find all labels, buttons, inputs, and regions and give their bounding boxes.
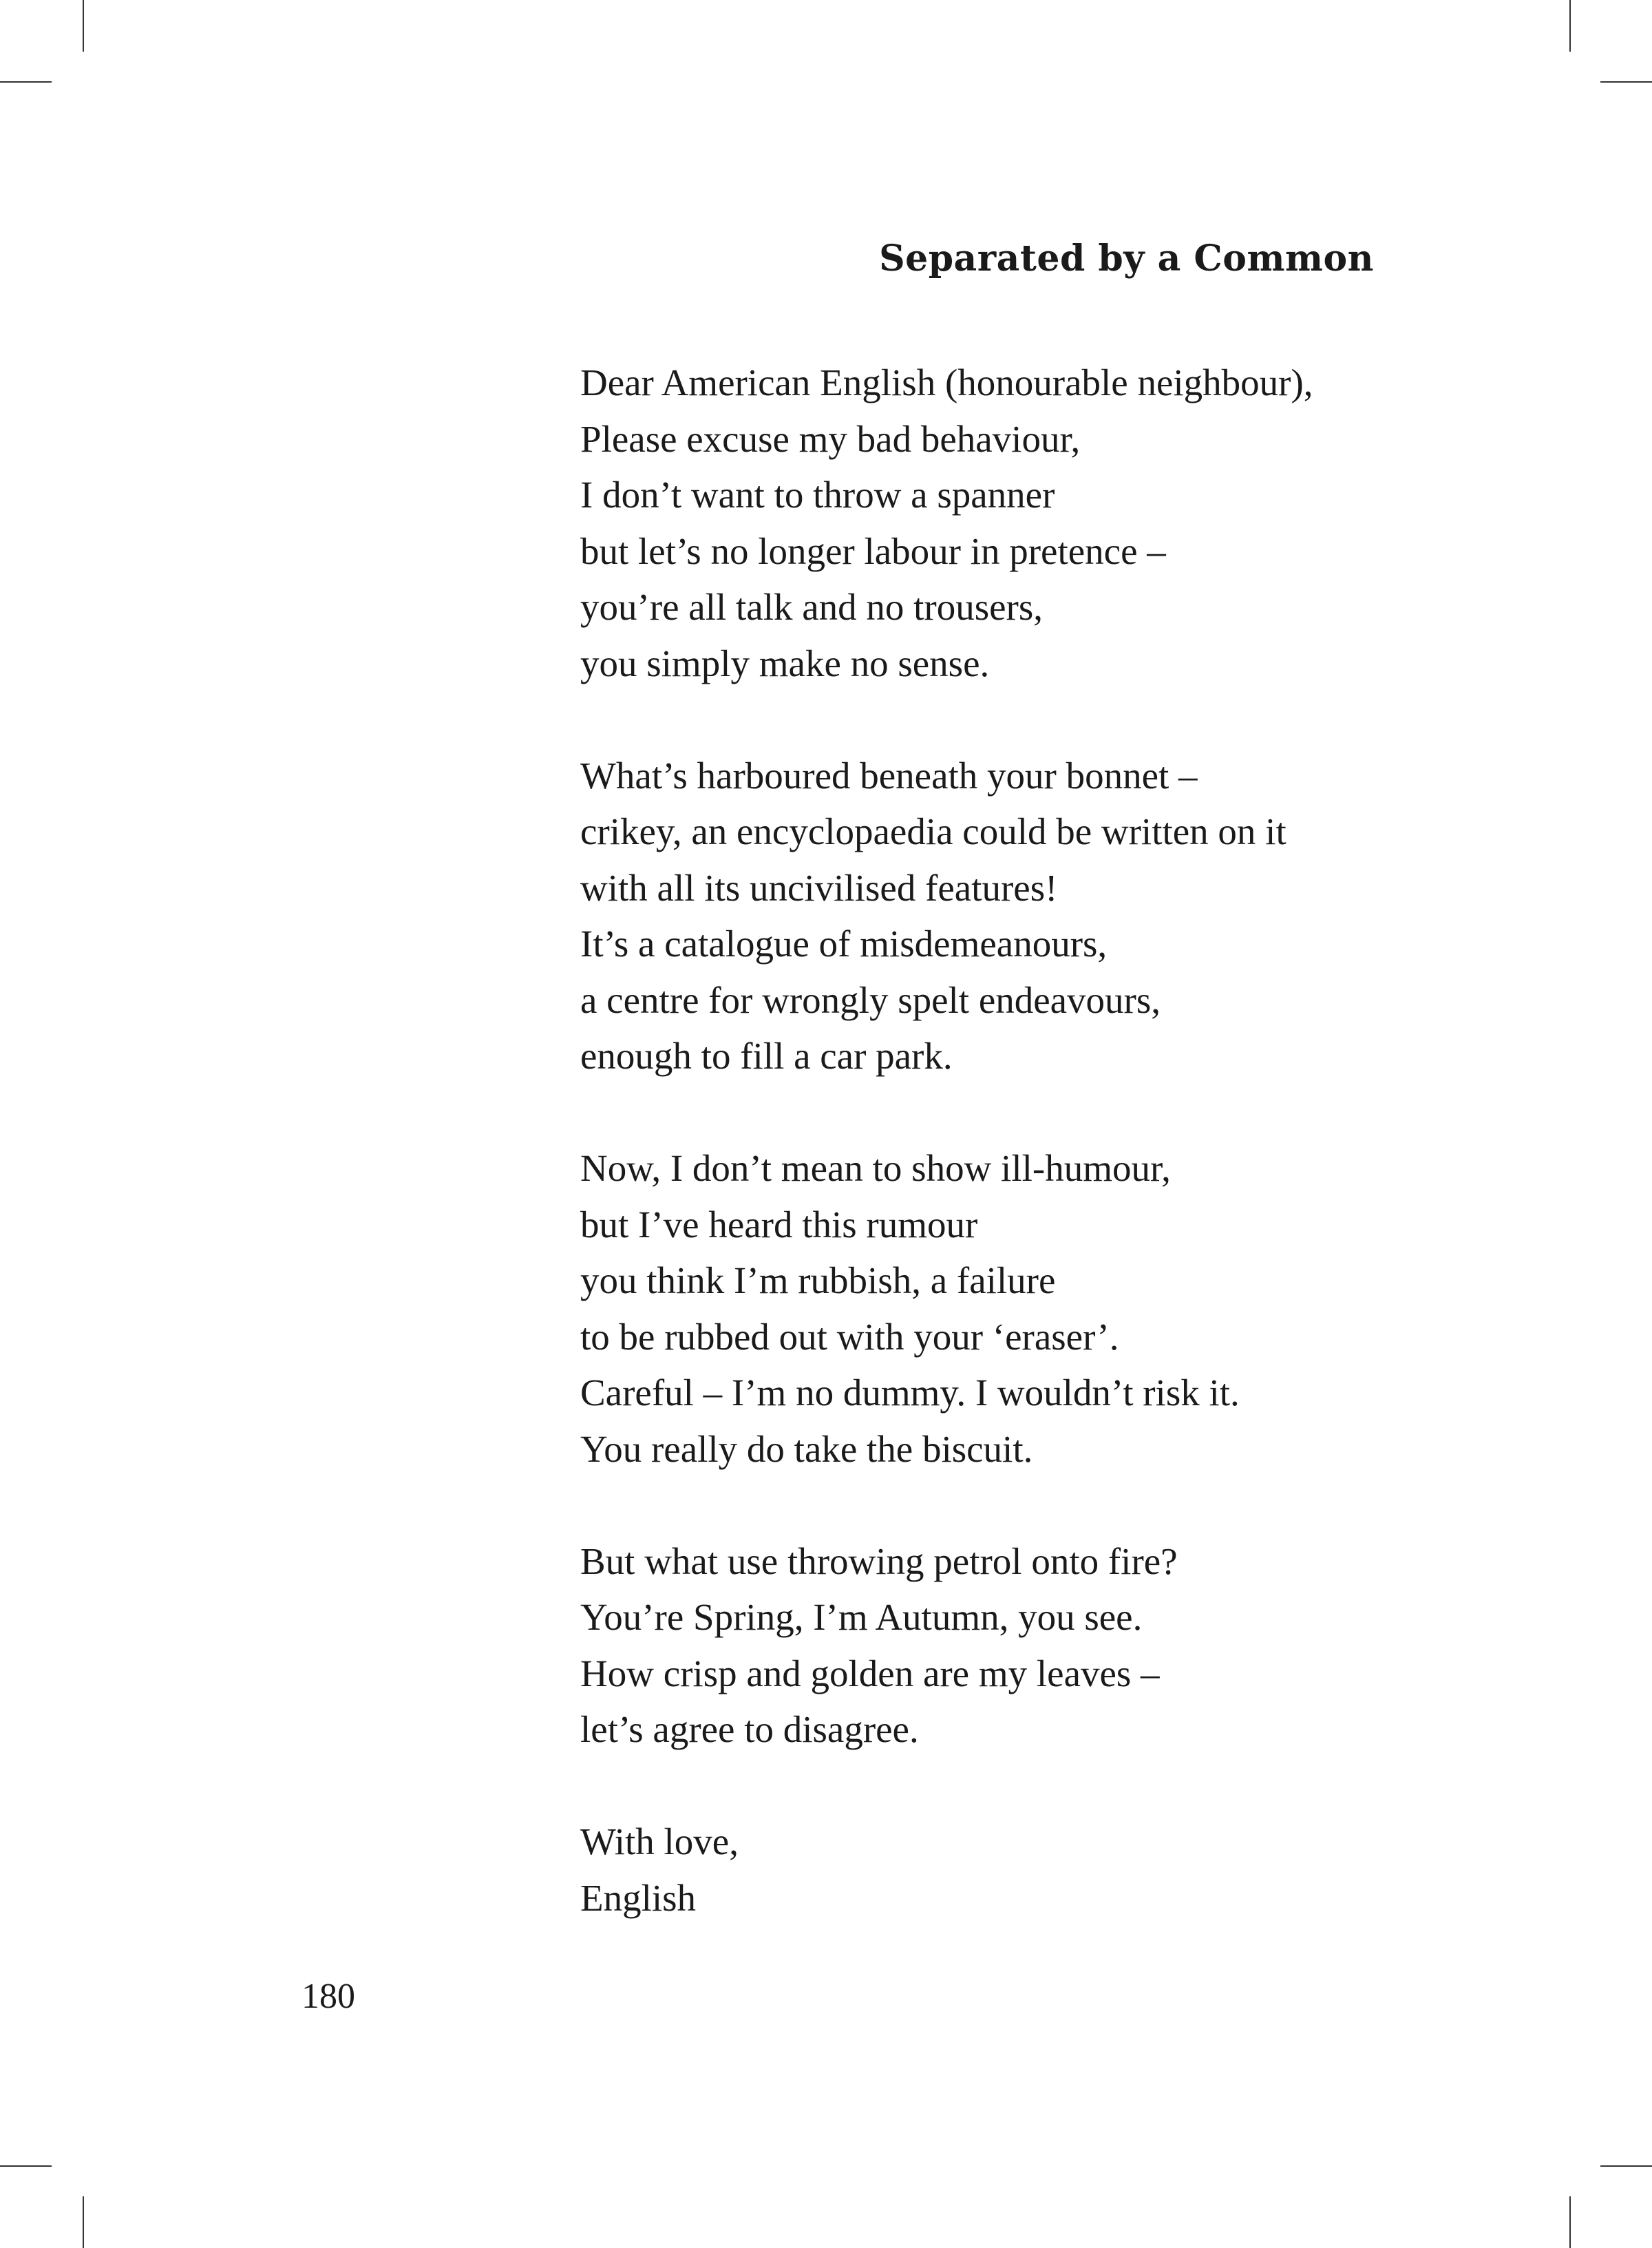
- poem-line: you simply make no sense.: [580, 642, 990, 684]
- poem-line: you’re all talk and no trousers,: [580, 586, 1044, 628]
- signoff: [580, 1814, 1313, 1926]
- crop-mark-top-left-horizontal: [0, 81, 52, 83]
- poem-line: with all its uncivilised features!: [580, 866, 1058, 909]
- poem-line: What’s harboured beneath your bonnet –: [580, 754, 1198, 797]
- poem-line: But what use throwing petrol onto fire?: [580, 1540, 1178, 1582]
- poem-line: crikey, an encyclopaedia could be written on it: [580, 810, 1286, 852]
- poem-line: You really do take the biscuit.: [580, 1427, 1033, 1470]
- crop-mark-bottom-left-vertical: [83, 2196, 84, 2248]
- poem-line: but let’s no longer labour in pretence –: [580, 529, 1166, 572]
- page-number: 180: [301, 1977, 355, 2016]
- stanza-4: [580, 1533, 1313, 1758]
- poem-line: Dear American English (honourable neighbour),: [580, 361, 1313, 403]
- stanza-1: [580, 355, 1313, 691]
- crop-mark-bottom-left-horizontal: [0, 2165, 52, 2167]
- poem-line: but I’ve heard this rumour: [580, 1203, 978, 1246]
- poem-line: Careful – I’m no dummy. I wouldn’t risk it.: [580, 1372, 1240, 1414]
- poem-line: I don’t want to throw a spanner: [580, 474, 1055, 516]
- stanza-3: [580, 1140, 1313, 1477]
- crop-mark-bottom-right-horizontal: [1600, 2165, 1652, 2167]
- poem-line: you think I’m rubbish, a failure: [580, 1259, 1056, 1301]
- crop-mark-top-left-vertical: [83, 0, 84, 52]
- poem-line: a centre for wrongly spelt endeavours,: [580, 978, 1161, 1021]
- poem-line: to be rubbed out with your ‘eraser’.: [580, 1315, 1119, 1358]
- crop-mark-bottom-right-vertical: [1569, 2196, 1571, 2248]
- poem-line: It’s a catalogue of misdemeanours,: [580, 923, 1108, 965]
- stanza-2: [580, 748, 1313, 1084]
- poem-line: enough to fill a car park.: [580, 1035, 953, 1077]
- poem-title: Separated by a Common: [879, 238, 1374, 280]
- poem-line: Now, I don’t mean to show ill-humour,: [580, 1147, 1171, 1189]
- poem-line: With love,: [580, 1820, 739, 1862]
- poem-line: Please excuse my bad behaviour,: [580, 417, 1081, 460]
- poem-body: [580, 355, 1313, 1926]
- poem-line: English: [580, 1876, 697, 1919]
- poem-line: let’s agree to disagree.: [580, 1708, 919, 1750]
- crop-mark-top-right-horizontal: [1600, 81, 1652, 83]
- poem-line: You’re Spring, I’m Autumn, you see.: [580, 1596, 1143, 1638]
- poem-line: How crisp and golden are my leaves –: [580, 1652, 1160, 1694]
- crop-mark-top-right-vertical: [1569, 0, 1571, 52]
